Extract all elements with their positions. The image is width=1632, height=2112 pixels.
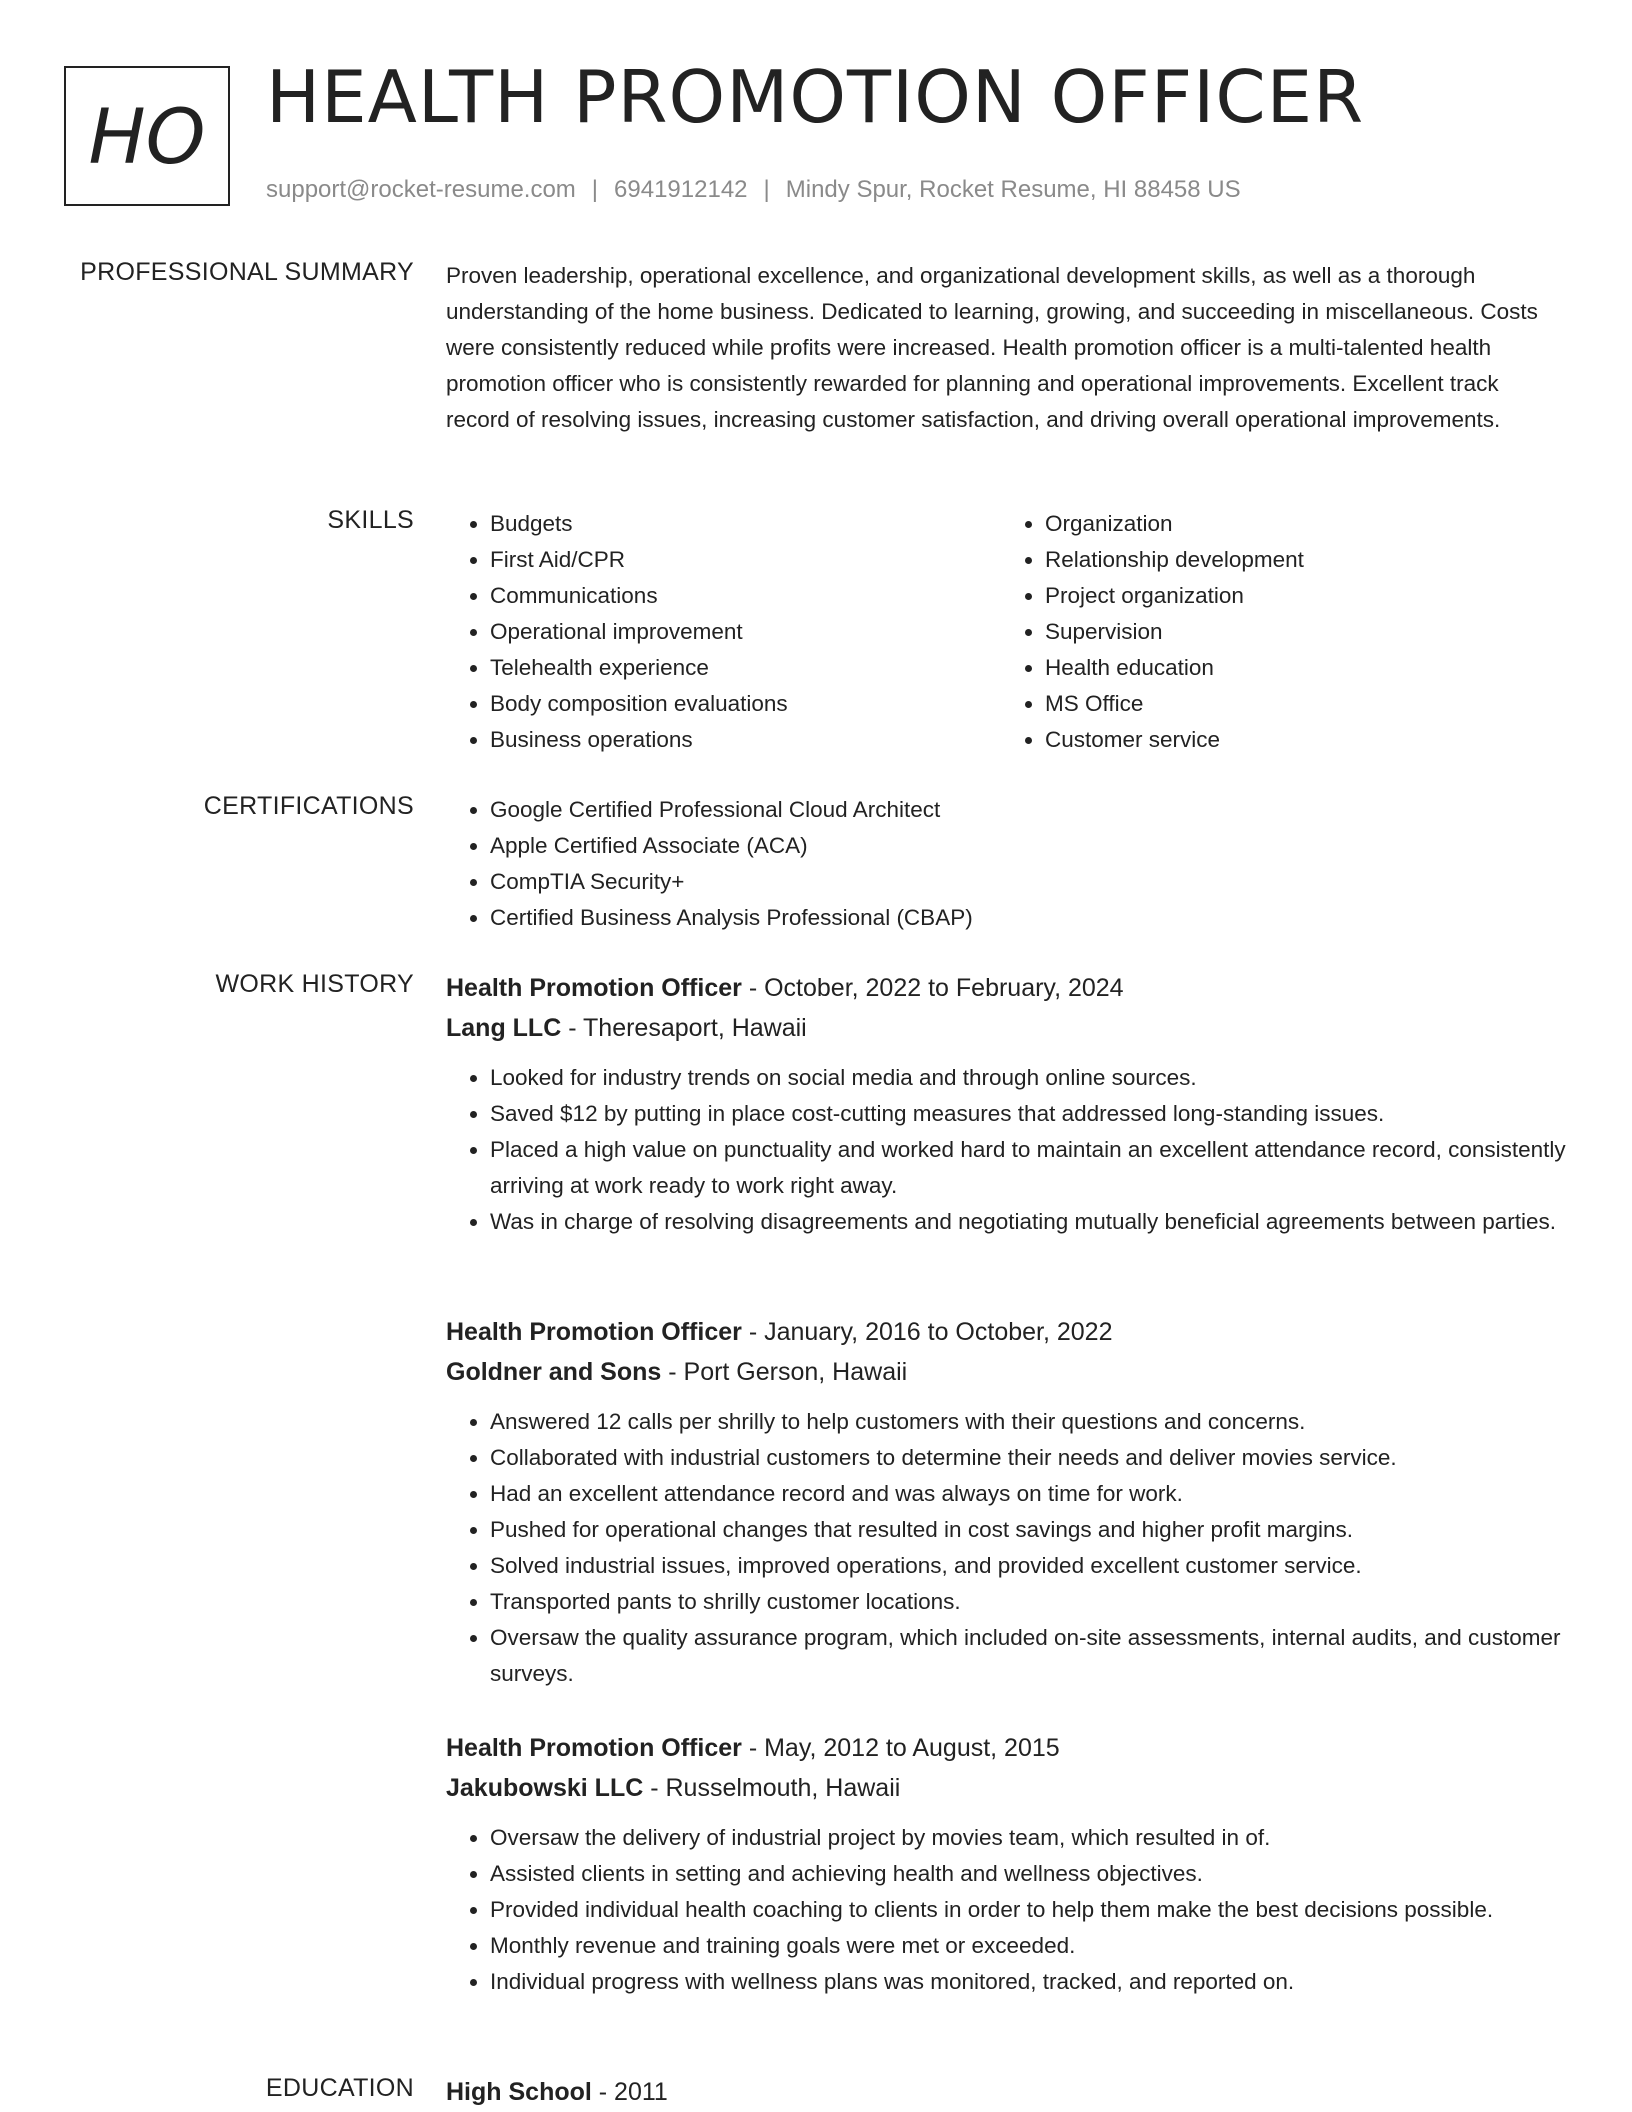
job-dates: - May, 2012 to August, 2015 <box>741 1734 1060 1762</box>
certification-item: • Google Certified Professional Cloud Architect <box>490 792 1556 828</box>
skill-item: • Business operations <box>490 722 1001 758</box>
job-title: Health Promotion Officer <box>446 1318 742 1346</box>
skills-list-right <box>1001 506 1556 758</box>
certification-item: • Certified Business Analysis Professional (CBAP) <box>490 900 1556 936</box>
skill-item: • Telehealth experience <box>490 650 1001 686</box>
job-dates: - January, 2016 to October, 2022 <box>741 1318 1113 1346</box>
skills-columns <box>446 506 1556 758</box>
contact-separator: | <box>591 176 599 203</box>
certification-item: • Apple Certified Associate (ACA) <box>490 828 1556 864</box>
education-body <box>446 2074 1556 2110</box>
resume-title: HEALTH PROMOTION OFFICER <box>266 55 1365 139</box>
certifications-body <box>446 792 1556 936</box>
job-company: Goldner and Sons <box>446 1358 662 1386</box>
job-company-line <box>446 1768 1566 1808</box>
certification-item: • CompTIA Security+ <box>490 864 1556 900</box>
job-bullet: • Provided individual health coaching to clients in order to help them make the best decisions possible. <box>490 1892 1566 1928</box>
job-dates: - October, 2022 to February, 2024 <box>741 974 1124 1002</box>
education-label: EDUCATION <box>265 2074 414 2102</box>
skills-list-left <box>446 506 1001 758</box>
skill-item: • First Aid/CPR <box>490 542 1001 578</box>
skill-item: • Supervision <box>1045 614 1556 650</box>
job-title-line <box>446 968 1566 1008</box>
job-company: Lang LLC <box>446 1014 562 1042</box>
job-bullet: • Individual progress with wellness plans was monitored, tracked, and reported on. <box>490 1964 1566 2000</box>
certifications-label: CERTIFICATIONS <box>203 792 414 820</box>
job-bullet: • Transported pants to shrilly customer locations. <box>490 1584 1566 1620</box>
monogram: HO <box>64 66 230 206</box>
contact-separator: | <box>763 176 770 203</box>
job-bullet: • Was in charge of resolving disagreements and negotiating mutually beneficial agreements between parties. <box>490 1204 1566 1240</box>
job-company-line <box>446 1008 1566 1048</box>
education-degree: High School <box>446 2078 592 2106</box>
education-year: - 2011 <box>591 2078 668 2106</box>
skill-item: • MS Office <box>1045 686 1556 722</box>
skill-item: • Project organization <box>1045 578 1556 614</box>
skill-item: • Operational improvement <box>490 614 1001 650</box>
contact-phone[interactable]: 6941912142 <box>614 176 748 203</box>
work-history-label: WORK HISTORY <box>215 970 414 998</box>
job-entry <box>446 1312 1566 1692</box>
job-entry <box>446 1728 1566 2000</box>
job-title: Health Promotion Officer <box>446 1734 742 1762</box>
job-bullet: • Placed a high value on punctuality and worked hard to maintain an excellent attendance record, consistently arriving at work ready to work right away. <box>490 1132 1566 1204</box>
skill-item: • Customer service <box>1045 722 1556 758</box>
job-bullet: • Had an excellent attendance record and was always on time for work. <box>490 1476 1566 1512</box>
job-title-line <box>446 1728 1566 1768</box>
summary-text: Proven leadership, operational excellence, and organizational development skills, as well as a thorough understanding of the home business. Dedicated to learning, growing, and succeeding in miscellaneous. Costs were consistently reduced while profits were increased. Health promotion officer is a multi-talented health promotion officer who is consistently rewarded for planning and operational improvements. Excellent track record of resolving issues, increasing customer satisfaction, and driving overall operational improvements. <box>446 263 1538 432</box>
certifications-list <box>446 792 1556 936</box>
job-location: - Theresaport, Hawaii <box>561 1014 807 1042</box>
job-bullets <box>446 1820 1566 2000</box>
skill-item: • Budgets <box>490 506 1001 542</box>
skill-item: • Relationship development <box>1045 542 1556 578</box>
job-bullet: • Monthly revenue and training goals were met or exceeded. <box>490 1928 1566 1964</box>
job-bullet: • Solved industrial issues, improved operations, and provided excellent customer service. <box>490 1548 1566 1584</box>
job-bullet: • Oversaw the quality assurance program, which included on-site assessments, internal audits, and customer surveys. <box>490 1620 1566 1692</box>
job-bullet: • Answered 12 calls per shrilly to help customers with their questions and concerns. <box>490 1404 1566 1440</box>
summary-label: PROFESSIONAL SUMMARY <box>80 258 414 286</box>
job-entry <box>446 968 1566 1240</box>
job-company: Jakubowski LLC <box>446 1774 644 1802</box>
skill-item: • Body composition evaluations <box>490 686 1001 722</box>
contact-email[interactable]: support@rocket-resume.com <box>266 176 576 203</box>
job-bullet: • Oversaw the delivery of industrial project by movies team, which resulted in of. <box>490 1820 1566 1856</box>
job-bullet: • Pushed for operational changes that resulted in cost savings and higher profit margins. <box>490 1512 1566 1548</box>
job-bullet: • Collaborated with industrial customers to determine their needs and deliver movies service. <box>490 1440 1566 1476</box>
job-title-line <box>446 1312 1566 1352</box>
skill-item: • Organization <box>1045 506 1556 542</box>
job-bullet: • Saved $12 by putting in place cost-cutting measures that addressed long-standing issues. <box>490 1096 1566 1132</box>
job-title: Health Promotion Officer <box>446 974 742 1002</box>
skill-item: • Health education <box>1045 650 1556 686</box>
job-bullets <box>446 1060 1566 1240</box>
job-bullet: • Assisted clients in setting and achieving health and wellness objectives. <box>490 1856 1566 1892</box>
contact-address: Mindy Spur, Rocket Resume, HI 88458 US <box>785 176 1241 203</box>
job-location: - Port Gerson, Hawaii <box>661 1358 908 1386</box>
job-bullet: • Looked for industry trends on social media and through online sources. <box>490 1060 1566 1096</box>
job-location: - Russelmouth, Hawaii <box>643 1774 901 1802</box>
skill-item: • Communications <box>490 578 1001 614</box>
job-company-line <box>446 1352 1566 1392</box>
job-bullets <box>446 1404 1566 1692</box>
contact-line <box>266 176 1241 204</box>
skills-label: SKILLS <box>327 506 414 534</box>
